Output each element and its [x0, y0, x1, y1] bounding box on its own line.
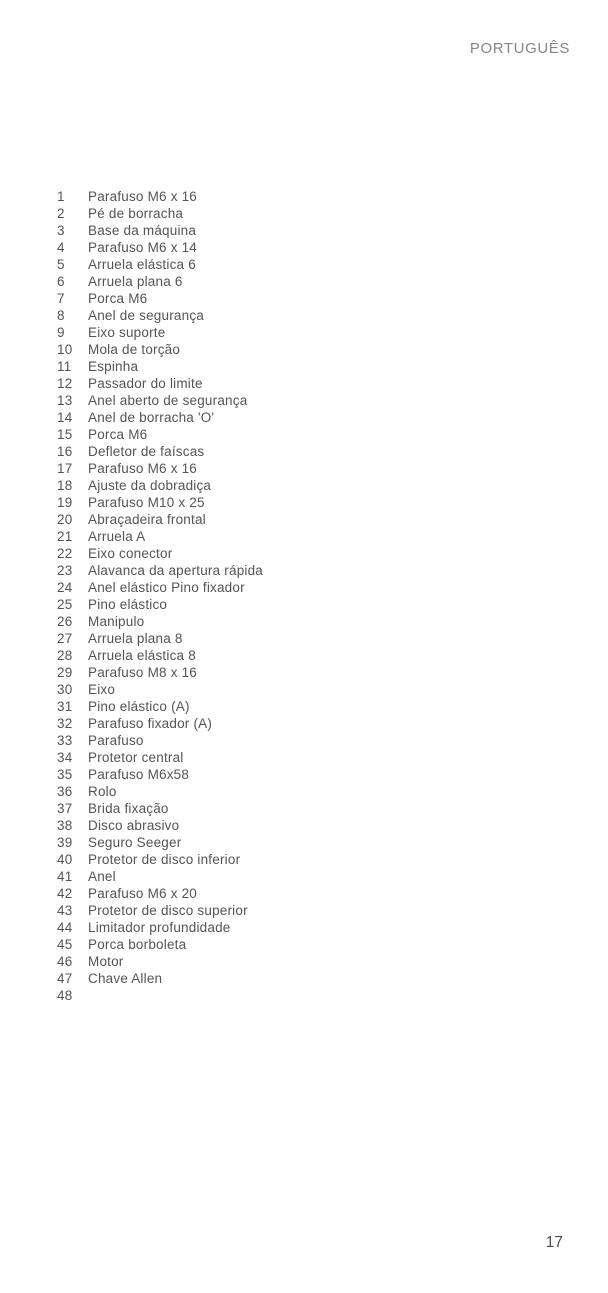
part-number: 26: [57, 614, 73, 629]
part-label: Parafuso M6 x 20: [88, 886, 198, 901]
part-label: Porca M6: [88, 291, 148, 306]
part-row: [57, 341, 477, 358]
part-row: [57, 375, 477, 392]
part-label: Parafuso M6x58: [88, 767, 190, 782]
part-label: Anel: [88, 869, 116, 884]
part-label: Arruela plana 8: [88, 631, 183, 646]
part-row: [57, 970, 477, 987]
part-number: 8: [57, 308, 65, 323]
part-row: [57, 477, 477, 494]
part-row: [57, 766, 477, 783]
part-number: 15: [57, 427, 73, 442]
part-number: 17: [57, 461, 73, 476]
part-label: Pé de borracha: [88, 206, 184, 221]
part-number: 48: [57, 988, 73, 1003]
part-label: Anel de borracha 'O': [88, 410, 215, 425]
part-label: Protetor de disco inferior: [88, 852, 241, 867]
language-header: PORTUGUÊS: [469, 40, 570, 57]
part-label: Pino elástico (A): [88, 699, 190, 714]
part-label: Protetor de disco superior: [88, 903, 248, 918]
part-row: [57, 324, 477, 341]
part-number: 2: [57, 206, 65, 221]
parts-list: [57, 188, 477, 1004]
part-row: [57, 851, 477, 868]
part-row: [57, 681, 477, 698]
part-label: Mola de torção: [88, 342, 181, 357]
part-label: Seguro Seeger: [88, 835, 182, 850]
part-number: 12: [57, 376, 73, 391]
part-row: [57, 732, 477, 749]
part-label: Base da máquina: [88, 223, 197, 238]
part-number: 47: [57, 971, 73, 986]
part-label: Manipulo: [88, 614, 145, 629]
part-row: [57, 613, 477, 630]
part-label: Chave Allen: [88, 971, 163, 986]
part-label: Eixo: [88, 682, 116, 697]
part-label: Parafuso fixador (A): [88, 716, 213, 731]
part-row: [57, 273, 477, 290]
part-label: Rolo: [88, 784, 117, 799]
part-label: Eixo conector: [88, 546, 173, 561]
part-number: 3: [57, 223, 65, 238]
part-number: 38: [57, 818, 73, 833]
part-number: 18: [57, 478, 73, 493]
part-number: 14: [57, 410, 73, 425]
part-row: [57, 222, 477, 239]
part-number: 19: [57, 495, 73, 510]
part-row: [57, 188, 477, 205]
part-number: 21: [57, 529, 73, 544]
part-label: Porca M6: [88, 427, 148, 442]
part-label: Anel elástico Pino fixador: [88, 580, 245, 595]
part-label: Parafuso M6 x 14: [88, 240, 198, 255]
part-number: 34: [57, 750, 73, 765]
part-row: [57, 664, 477, 681]
part-label: Parafuso M8 x 16: [88, 665, 198, 680]
part-label: Protetor central: [88, 750, 184, 765]
part-row: [57, 358, 477, 375]
part-number: 7: [57, 291, 65, 306]
part-number: 11: [57, 359, 72, 374]
part-number: 5: [57, 257, 65, 272]
part-row: [57, 902, 477, 919]
part-number: 33: [57, 733, 73, 748]
part-row: [57, 783, 477, 800]
part-number: 30: [57, 682, 73, 697]
part-label: [88, 987, 477, 1004]
part-label: Arruela plana 6: [88, 274, 183, 289]
part-row: [57, 307, 477, 324]
part-number: 29: [57, 665, 73, 680]
part-row: [57, 817, 477, 834]
part-number: 13: [57, 393, 73, 408]
part-number: 37: [57, 801, 73, 816]
part-row: [57, 443, 477, 460]
part-label: Ajuste da dobradiça: [88, 478, 212, 493]
part-row: [57, 545, 477, 562]
part-number: 42: [57, 886, 73, 901]
part-number: 44: [57, 920, 73, 935]
part-number: 6: [57, 274, 65, 289]
part-row: [57, 868, 477, 885]
part-row: [57, 528, 477, 545]
part-row: [57, 885, 477, 902]
part-label: Brida fixação: [88, 801, 169, 816]
part-row: [57, 698, 477, 715]
part-number: 27: [57, 631, 73, 646]
part-label: Alavanca da apertura rápida: [88, 563, 264, 578]
part-label: Limitador profundidade: [88, 920, 231, 935]
part-number: 31: [57, 699, 73, 714]
page-number: 17: [545, 1234, 563, 1251]
part-row: [57, 511, 477, 528]
part-number: 36: [57, 784, 73, 799]
part-row: [57, 426, 477, 443]
part-row: [57, 239, 477, 256]
part-row: [57, 290, 477, 307]
part-label: Arruela A: [88, 529, 146, 544]
part-row: [57, 256, 477, 273]
part-number: 41: [57, 869, 73, 884]
part-row: [57, 596, 477, 613]
part-number: 9: [57, 325, 65, 340]
part-label: Disco abrasivo: [88, 818, 180, 833]
part-number: 10: [57, 342, 73, 357]
part-number: 22: [57, 546, 73, 561]
part-row: [57, 579, 477, 596]
part-number: 1: [57, 189, 65, 204]
part-label: Espinha: [88, 359, 139, 374]
part-number: 25: [57, 597, 73, 612]
part-row: [57, 205, 477, 222]
part-label: Anel aberto de segurança: [88, 393, 248, 408]
part-number: 24: [57, 580, 73, 595]
part-label: Porca borboleta: [88, 937, 187, 952]
part-number: 4: [57, 240, 65, 255]
part-label: Parafuso M6 x 16: [88, 461, 198, 476]
part-row: [57, 460, 477, 477]
part-row: [57, 630, 477, 647]
part-label: Parafuso: [88, 733, 144, 748]
part-row: [57, 392, 477, 409]
part-row: [57, 647, 477, 664]
part-number: 45: [57, 937, 73, 952]
part-label: Arruela elástica 8: [88, 648, 196, 663]
part-row: [57, 494, 477, 511]
part-label: Eixo suporte: [88, 325, 166, 340]
part-label: Anel de segurança: [88, 308, 204, 323]
part-label: Arruela elástica 6: [88, 257, 196, 272]
part-row: [57, 749, 477, 766]
part-row: [57, 987, 477, 1004]
part-label: Parafuso M6 x 16: [88, 189, 198, 204]
part-label: Abraçadeira frontal: [88, 512, 206, 527]
part-row: [57, 919, 477, 936]
part-row: [57, 936, 477, 953]
part-label: Parafuso M10 x 25: [88, 495, 205, 510]
part-number: 46: [57, 954, 73, 969]
part-number: 40: [57, 852, 73, 867]
part-row: [57, 409, 477, 426]
part-number: 43: [57, 903, 73, 918]
part-label: Passador do limite: [88, 376, 203, 391]
part-number: 20: [57, 512, 73, 527]
part-row: [57, 834, 477, 851]
part-row: [57, 800, 477, 817]
part-row: [57, 953, 477, 970]
part-number: 23: [57, 563, 73, 578]
part-number: 16: [57, 444, 73, 459]
part-row: [57, 715, 477, 732]
part-number: 32: [57, 716, 73, 731]
part-label: Motor: [88, 954, 124, 969]
part-number: 28: [57, 648, 73, 663]
part-number: 35: [57, 767, 73, 782]
part-row: [57, 562, 477, 579]
part-label: Defletor de faíscas: [88, 444, 205, 459]
part-number: 39: [57, 835, 73, 850]
part-label: Pino elástico: [88, 597, 168, 612]
